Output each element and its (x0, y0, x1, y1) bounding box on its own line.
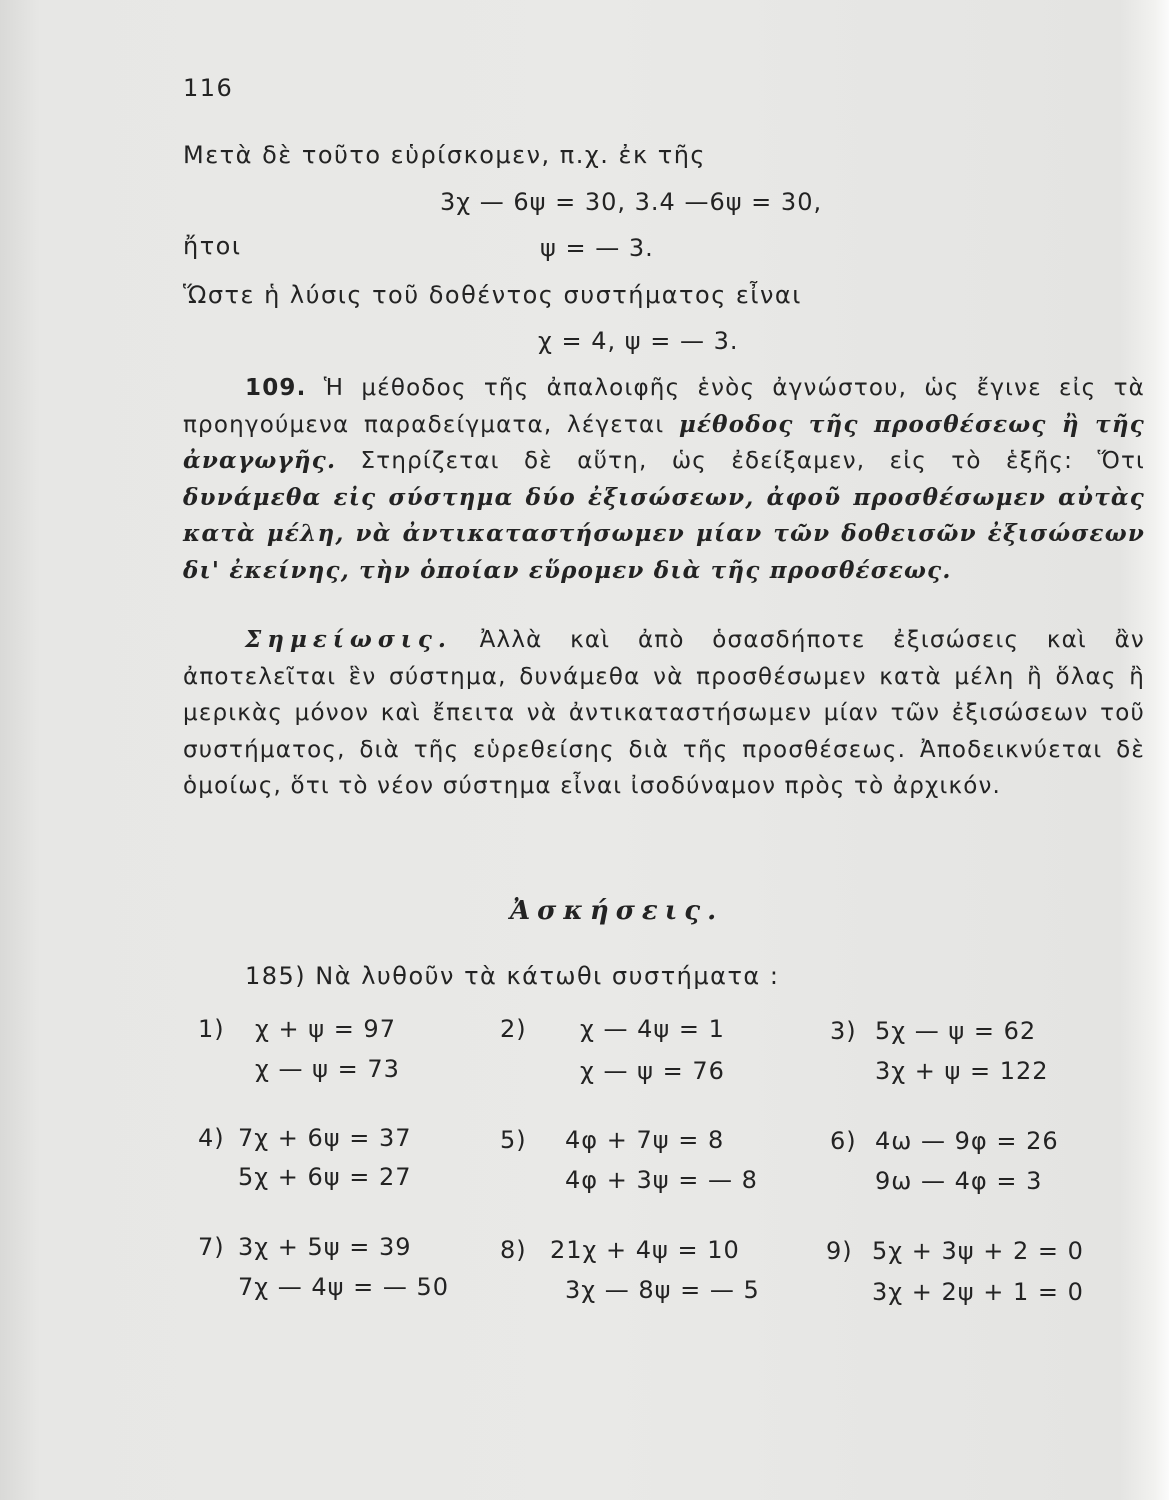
exercise-equation: χ — ψ = 76 (580, 1057, 725, 1085)
exercise-equation: χ — 4ψ = 1 (580, 1015, 725, 1043)
exercise-number: 1) (198, 1015, 225, 1043)
exercise-equation: 7χ — 4ψ = — 50 (238, 1273, 450, 1301)
page-number: 116 (183, 74, 234, 102)
exercise-equation: 4φ + 7ψ = 8 (565, 1126, 725, 1154)
note-label: Σημείωσις. (245, 626, 452, 653)
exercise-number: 2) (500, 1015, 527, 1043)
exercise-number: 7) (198, 1233, 225, 1261)
exercises-prompt: 185) Νὰ λυθοῦν τὰ κάτωθι συστήματα : (245, 962, 780, 990)
exercise-equation: 4φ + 3ψ = — 8 (565, 1166, 758, 1194)
exercise-equation: χ + ψ = 97 (255, 1015, 396, 1043)
section-number: 109. (245, 375, 307, 401)
intro-line-1: Μετὰ δὲ τοῦτο εὑρίσκομεν, π.χ. ἐκ τῆς (183, 141, 706, 169)
exercise-number: 4) (198, 1124, 225, 1152)
exercises-heading: Ἀσκήσεις. (510, 896, 724, 926)
note-text: Ἀλλὰ καὶ ἀπὸ ὁσασδήποτε ἐξισώσεις καὶ ἂν ἀποτελεῖται ἓν σύστημα, δυνάμεθα νὰ προσθέσωμεν κατὰ μέλη ἢ ὅλας ἢ μερικὰς μόνον καὶ ἔπειτα νὰ ἀντικαταστήσωμεν μίαν τῶν ἐξισώσεων τοῦ συστήματος, διὰ τῆς εὑρεθείσης διὰ τῆς προσθέσεως. Ἀποδεικνύεται δὲ ὁμοίως, ὅτι τὸ νέον σύστημα εἶναι ἰσοδύναμον πρὸς τὸ ἀρχικόν. (183, 627, 1145, 799)
exercise-number: 3) (830, 1017, 857, 1045)
exercise-equation: 3χ + ψ = 122 (875, 1057, 1049, 1085)
section-emphasis-1: μέθοδος τῆς προσθέσεως ἢ τῆς ἀναγωγῆς. (183, 410, 1145, 474)
exercise-equation: 9ω — 4φ = 3 (875, 1167, 1043, 1195)
exercise-equation: 3χ + 5ψ = 39 (238, 1233, 412, 1261)
exercise-equation: 3χ + 2ψ + 1 = 0 (872, 1278, 1084, 1306)
section-emphasis-2: δυνάμεθα εἰς σύστημα δύο ἐξισώσεων, ἀφοῦ προσθέσωμεν αὐτὰς κατὰ μέλη, νὰ ἀντικαταστήσωμεν μίαν τῶν δοθεισῶν ἐξισώσεων δι' ἐκείνης, τὴν ὁποίαν εὕρομεν διὰ τῆς προσθέσεως. (183, 483, 1145, 584)
exercise-equation: 5χ + 3ψ + 2 = 0 (872, 1237, 1084, 1265)
exercise-number: 8) (500, 1236, 527, 1264)
exercise-equation: 5χ + 6ψ = 27 (238, 1163, 412, 1191)
exercise-number: 9) (826, 1237, 853, 1265)
equation-2: ψ = — 3. (540, 234, 654, 262)
exercise-number: 5) (500, 1126, 527, 1154)
intro-line-2: Ὥστε ἡ λύσις τοῦ δοθέντος συστήματος εἶναι (183, 281, 802, 309)
exercise-equation: 3χ — 8ψ = — 5 (565, 1276, 760, 1304)
section-text-1: Ἡ μέθοδος τῆς ἀπαλοιφῆς ἑνὸς ἀγνώστου, ὡς ἔγινε εἰς τὰ προηγούμενα παραδείγματα, λέγεται (183, 375, 1145, 438)
exercise-equation: 7χ + 6ψ = 37 (238, 1124, 412, 1152)
equation-3: χ = 4, ψ = — 3. (538, 327, 739, 355)
exercise-equation: 21χ + 4ψ = 10 (550, 1236, 740, 1264)
exercise-equation: 5χ — ψ = 62 (875, 1017, 1037, 1045)
itoi-label: ἤτοι (183, 232, 242, 260)
equation-1: 3χ — 6ψ = 30, 3.4 —6ψ = 30, (440, 188, 823, 216)
exercise-equation: 4ω — 9φ = 26 (875, 1127, 1059, 1155)
note-paragraph (183, 622, 1145, 805)
section-text-2: Στηρίζεται δὲ αὕτη, ὡς ἐδείξαμεν, εἰς τὸ ἑξῆς: Ὅτι (336, 448, 1145, 474)
section-109-paragraph (183, 370, 1145, 589)
exercise-equation: χ — ψ = 73 (255, 1055, 400, 1083)
exercise-number: 6) (830, 1127, 857, 1155)
